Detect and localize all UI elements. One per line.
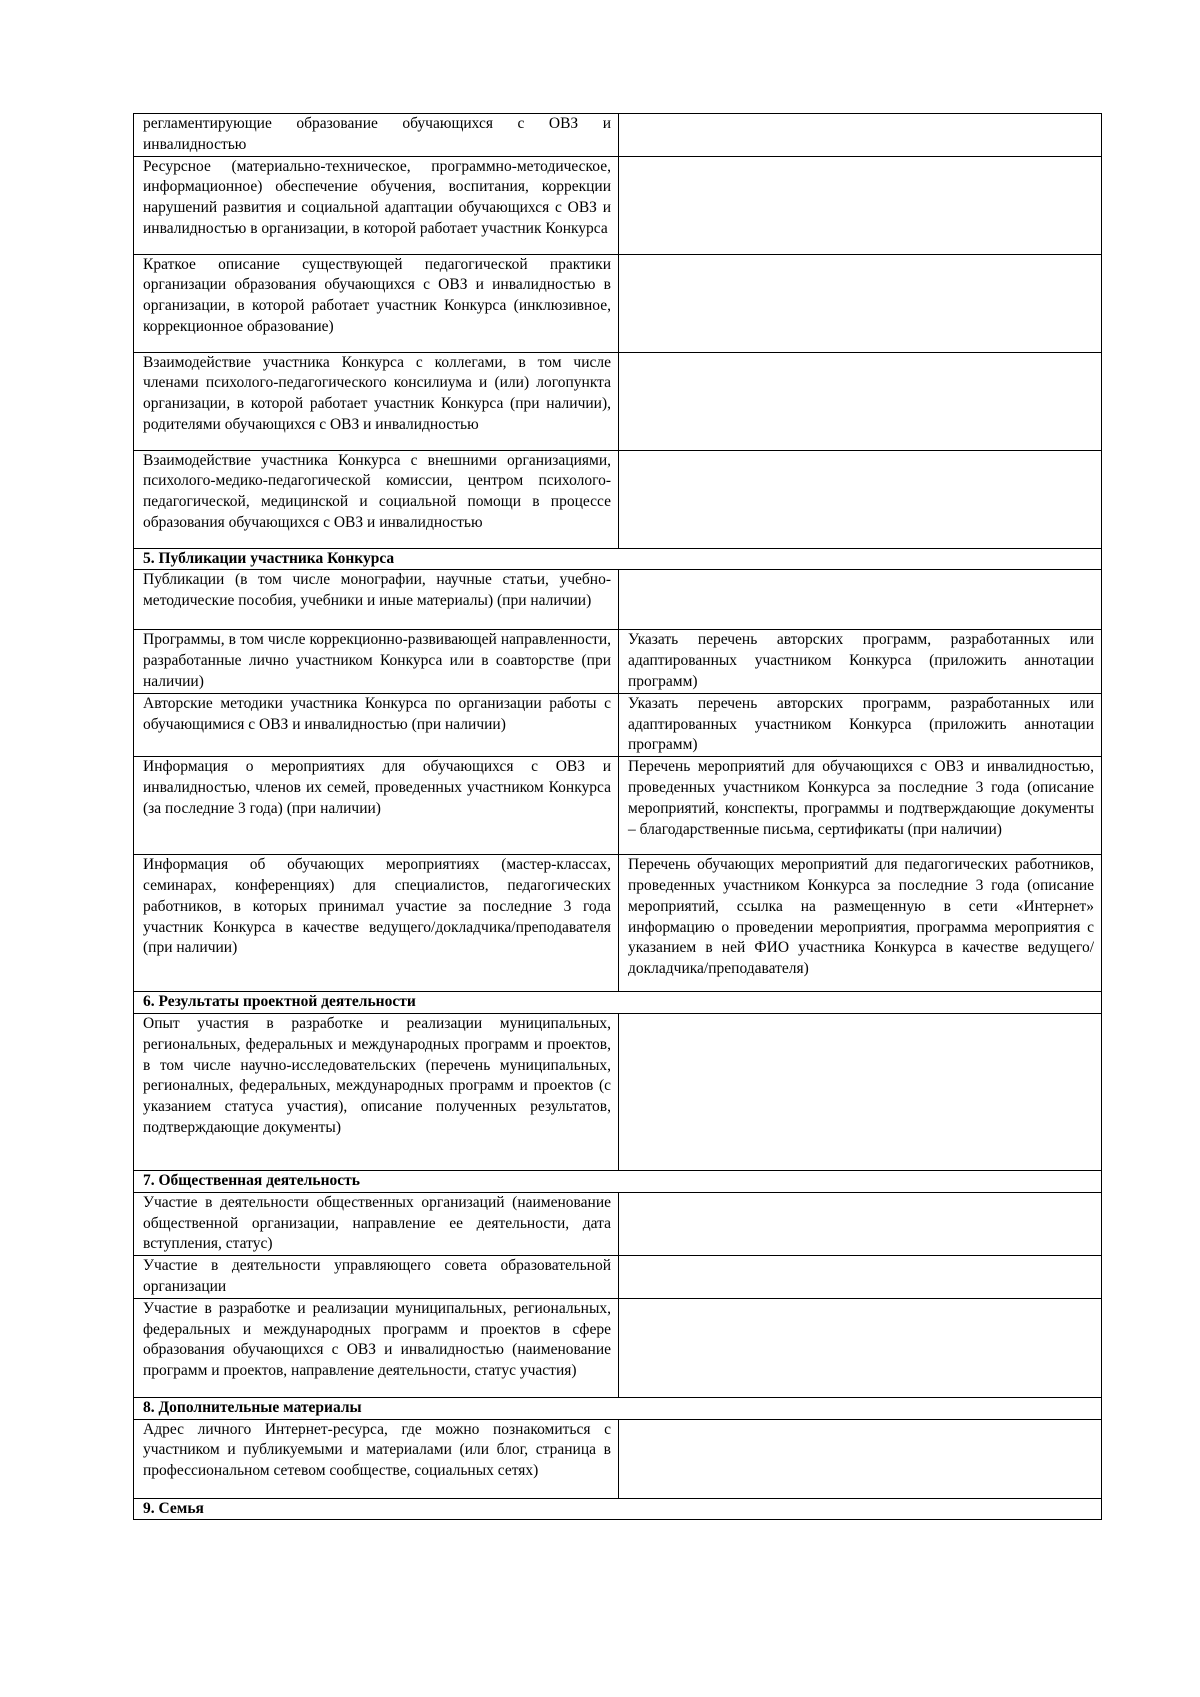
table-row <box>134 693 1102 756</box>
table-row <box>134 352 1102 450</box>
table-row <box>134 1419 1102 1498</box>
section-title: 5. Публикации участника Конкурса <box>134 548 1102 570</box>
table-row <box>134 757 1102 855</box>
section-title: 7. Общественная деятельность <box>134 1170 1102 1192</box>
response-cell <box>619 254 1102 352</box>
table-row <box>134 1298 1102 1397</box>
criterion-cell: Адрес личного Интернет-ресурса, где можно познакомиться с участником и публикуемыми и материалами (или блог, страница в профессиональном сетевом сообществе, социальных сетях) <box>134 1419 619 1498</box>
table-row <box>134 570 1102 630</box>
form-table-body <box>134 114 1102 1520</box>
section-title: 6. Результаты проектной деятельности <box>134 992 1102 1014</box>
response-cell <box>619 1256 1102 1299</box>
criterion-cell: Взаимодействие участника Конкурса с коллегами, в том числе членами психолого-педагогического консилиума и (или) логопункта организации, в которой работает участник Конкурса (при наличии), родителями обучающихся с ОВЗ и инвалидностью <box>134 352 619 450</box>
response-cell <box>619 352 1102 450</box>
section-title: 8. Дополнительные материалы <box>134 1397 1102 1419</box>
table-row <box>134 1013 1102 1170</box>
section-header-row <box>134 992 1102 1014</box>
criterion-cell: Информация об обучающих мероприятиях (мастер-классах, семинарах, конференциях) для специалистов, педагогических работников, в которых принимал участие за последние 3 года участник Конкурса в качестве ведущего/докладчика/преподавателя (при наличии) <box>134 855 619 992</box>
response-cell <box>619 450 1102 548</box>
response-cell: Перечень обучающих мероприятий для педагогических работников, проведенных участником Конкурса за последние 3 года (описание мероприятий, ссылка на размещенную в сети «Интернет» информацию о проведении мероприятия, программа мероприятия с указанием в ней ФИО участника Конкурса в качестве ведущего/докладчика/преподавателя) <box>619 855 1102 992</box>
criterion-cell: Участие в деятельности общественных организаций (наименование общественной организации, направление ее деятельности, дата вступления, статус) <box>134 1192 619 1255</box>
section-header-row <box>134 1498 1102 1520</box>
criterion-cell: Программы, в том числе коррекционно-развивающей направленности, разработанные лично участником Конкурса или в соавторстве (при наличии) <box>134 630 619 693</box>
criterion-cell: Взаимодействие участника Конкурса с внешними организациями, психолого-медико-педагогической комиссии, центром психолого-педагогической, медицинской и социальной помощи в процессе образования обучающихся с ОВЗ и инвалидностью <box>134 450 619 548</box>
criterion-cell: Ресурсное (материально-техническое, программно-методическое, информационное) обеспечение обучения, воспитания, коррекции нарушений развития и социальной адаптации обучающихся с ОВЗ и инвалидностью в организации, в которой работает участник Конкурса <box>134 156 619 254</box>
response-cell <box>619 1192 1102 1255</box>
criterion-cell: Краткое описание существующей педагогической практики организации образования обучающихся с ОВЗ и инвалидностью в организации, в которой работает участник Конкурса (инклюзивное, коррекционное образование) <box>134 254 619 352</box>
response-cell: Перечень мероприятий для обучающихся с ОВЗ и инвалидностью, проведенных участником Конкурса за последние 3 года (описание мероприятий, конспекты, программы и подтверждающие документы – благодарственные письма, сертификаты (при наличии) <box>619 757 1102 855</box>
table-row <box>134 254 1102 352</box>
criterion-cell: регламентирующие образование обучающихся с ОВЗ и инвалидностью <box>134 114 619 157</box>
criterion-cell: Информация о мероприятиях для обучающихся с ОВЗ и инвалидностью, членов их семей, проведенных участником Конкурса (за последние 3 года) (при наличии) <box>134 757 619 855</box>
table-row <box>134 1192 1102 1255</box>
response-cell <box>619 156 1102 254</box>
table-row <box>134 630 1102 693</box>
response-cell <box>619 1419 1102 1498</box>
response-cell <box>619 1298 1102 1397</box>
response-cell <box>619 1013 1102 1170</box>
table-row <box>134 855 1102 992</box>
section-header-row <box>134 1170 1102 1192</box>
criterion-cell: Авторские методики участника Конкурса по организации работы с обучающимися с ОВЗ и инвалидностью (при наличии) <box>134 693 619 756</box>
table-row <box>134 450 1102 548</box>
table-row <box>134 156 1102 254</box>
criterion-cell: Участие в разработке и реализации муниципальных, региональных, федеральных и международных программ и проектов в сфере образования обучающихся с ОВЗ и инвалидностью (наименование программ и проектов, направление деятельности, статус участия) <box>134 1298 619 1397</box>
response-cell <box>619 570 1102 630</box>
criterion-cell: Опыт участия в разработке и реализации муниципальных, региональных, федеральных и международных программ и проектов, в том числе научно-исследовательских (перечень муниципальных, регионалных, федеральных, международных программ и проектов (с указанием статуса участия), описание полученных результатов, подтверждающие документы) <box>134 1013 619 1170</box>
response-cell <box>619 114 1102 157</box>
response-cell: Указать перечень авторских программ, разработанных или адаптированных участником Конкурса (приложить аннотации программ) <box>619 693 1102 756</box>
table-row <box>134 114 1102 157</box>
section-header-row <box>134 1397 1102 1419</box>
criterion-cell: Участие в деятельности управляющего совета образовательной организации <box>134 1256 619 1299</box>
section-header-row <box>134 548 1102 570</box>
table-row <box>134 1256 1102 1299</box>
response-cell: Указать перечень авторских программ, разработанных или адаптированных участником Конкурса (приложить аннотации программ) <box>619 630 1102 693</box>
section-title: 9. Семья <box>134 1498 1102 1520</box>
application-form-table <box>133 113 1102 1520</box>
criterion-cell: Публикации (в том числе монографии, научные статьи, учебно-методические пособия, учебники и иные материалы) (при наличии) <box>134 570 619 630</box>
